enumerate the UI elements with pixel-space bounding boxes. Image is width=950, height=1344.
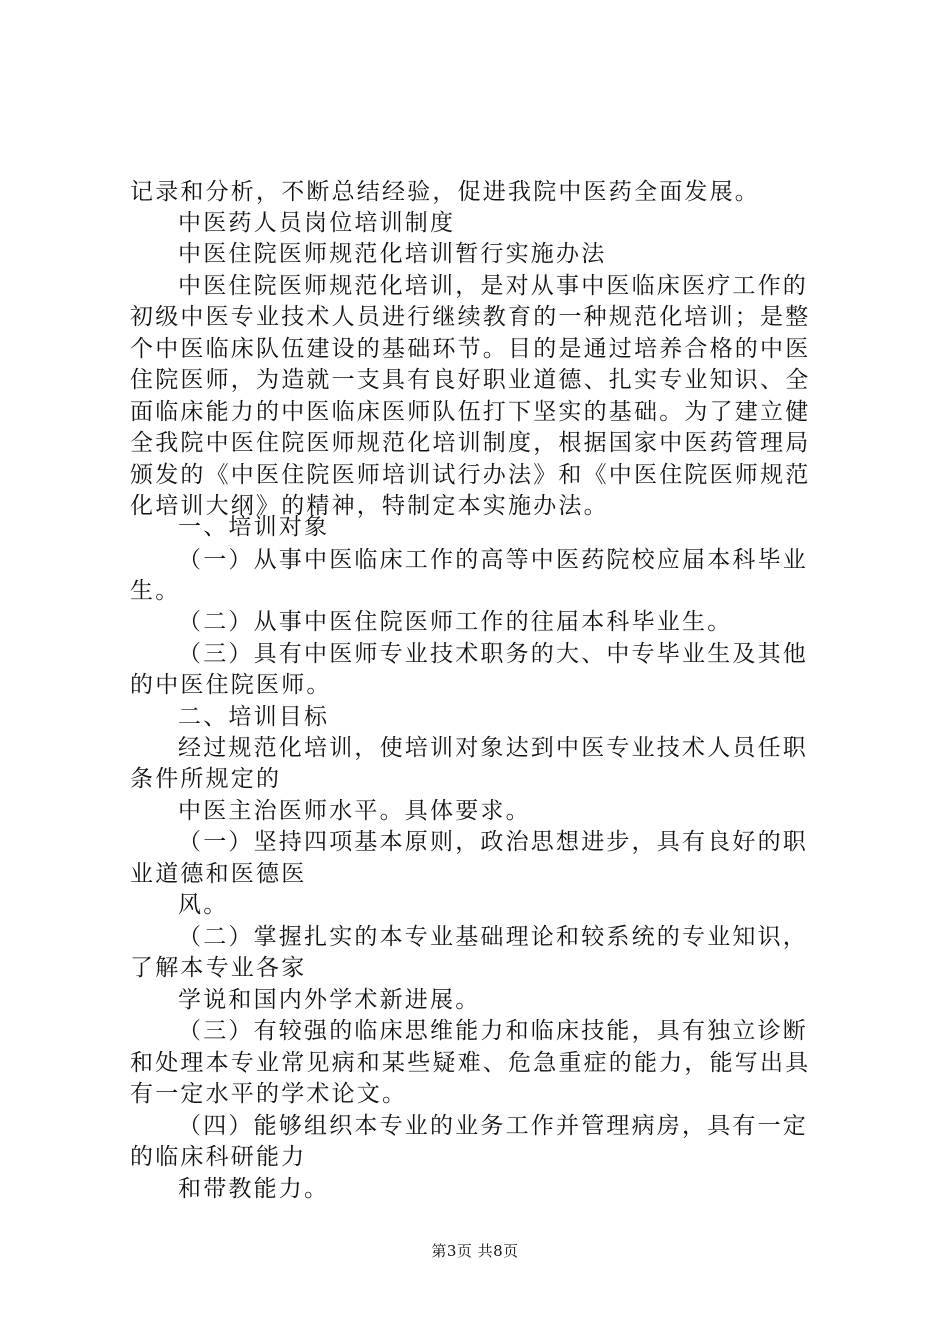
text-line: （二）从事中医住院医师工作的往届本科毕业生。 — [178, 609, 733, 635]
text-line: 学说和国内外学术新进展。 — [178, 987, 481, 1013]
text-line: 全我院中医住院医师规范化培训制度，根据国家中医药管理局 — [130, 430, 811, 456]
text-line: 了解本专业各家 — [130, 955, 307, 981]
text-line: （三）有较强的临床思维能力和临床技能，具有独立诊断 — [178, 1018, 808, 1044]
text-line: 住院医师，为造就一支具有良好职业道德、扎实专业知识、全 — [130, 367, 811, 393]
text-line: 颁发的《中医住院医师培训试行办法》和《中医住院医师规范 — [130, 462, 811, 488]
text-line: 和带教能力。 — [178, 1176, 330, 1202]
text-line: 中医主治医师水平。具体要求。 — [178, 798, 531, 824]
text-line: （一）从事中医临床工作的高等中医药院校应届本科毕业 — [178, 547, 808, 573]
text-line: （一）坚持四项基本原则，政治思想进步，具有良好的职 — [178, 829, 808, 855]
text-line: 条件所规定的 — [130, 766, 282, 792]
text-line: （三）具有中医师专业技术职务的大、中专毕业生及其他 — [178, 641, 808, 667]
text-line: （四）能够组织本专业的业务工作并管理病房，具有一定 — [178, 1113, 808, 1139]
text-line: 中医住院医师规范化培训，是对从事中医临床医疗工作的 — [178, 273, 808, 299]
page-number-footer: 第3页 共8页 — [431, 1242, 519, 1260]
text-line: 业道德和医德医 — [130, 861, 307, 887]
text-line: （二）掌握扎实的本专业基础理论和较系统的专业知识， — [178, 924, 808, 950]
section-heading: 中医药人员岗位培训制度 — [178, 210, 456, 236]
section-heading: 中医住院医师规范化培训暂行实施办法 — [178, 241, 607, 267]
text-line: 经过规范化培训，使培训对象达到中医专业技术人员任职 — [178, 735, 808, 761]
text-line: 和处理本专业常见病和某些疑难、危急重症的能力，能写出具 — [130, 1050, 811, 1076]
text-line: 记录和分析，不断总结经验，促进我院中医药全面发展。 — [130, 179, 760, 205]
section-heading: 一、培训对象 — [178, 514, 330, 540]
text-line: 化培训大纲》的精神，特制定本实施办法。 — [130, 493, 609, 519]
text-line: 个中医临床队伍建设的基础环节。目的是通过培养合格的中医 — [130, 336, 811, 362]
text-line: 的临床科研能力 — [130, 1144, 307, 1170]
text-line: 风。 — [178, 892, 229, 918]
section-heading: 二、培训目标 — [178, 704, 330, 730]
text-line: 的中医住院医师。 — [130, 672, 332, 698]
text-line: 有一定水平的学术论文。 — [130, 1081, 408, 1107]
text-line: 初级中医专业技术人员进行继续教育的一种规范化培训；是整 — [130, 304, 811, 330]
text-line: 面临床能力的中医临床医师队伍打下坚实的基础。为了建立健 — [130, 399, 811, 425]
text-line: 生。 — [130, 578, 181, 604]
